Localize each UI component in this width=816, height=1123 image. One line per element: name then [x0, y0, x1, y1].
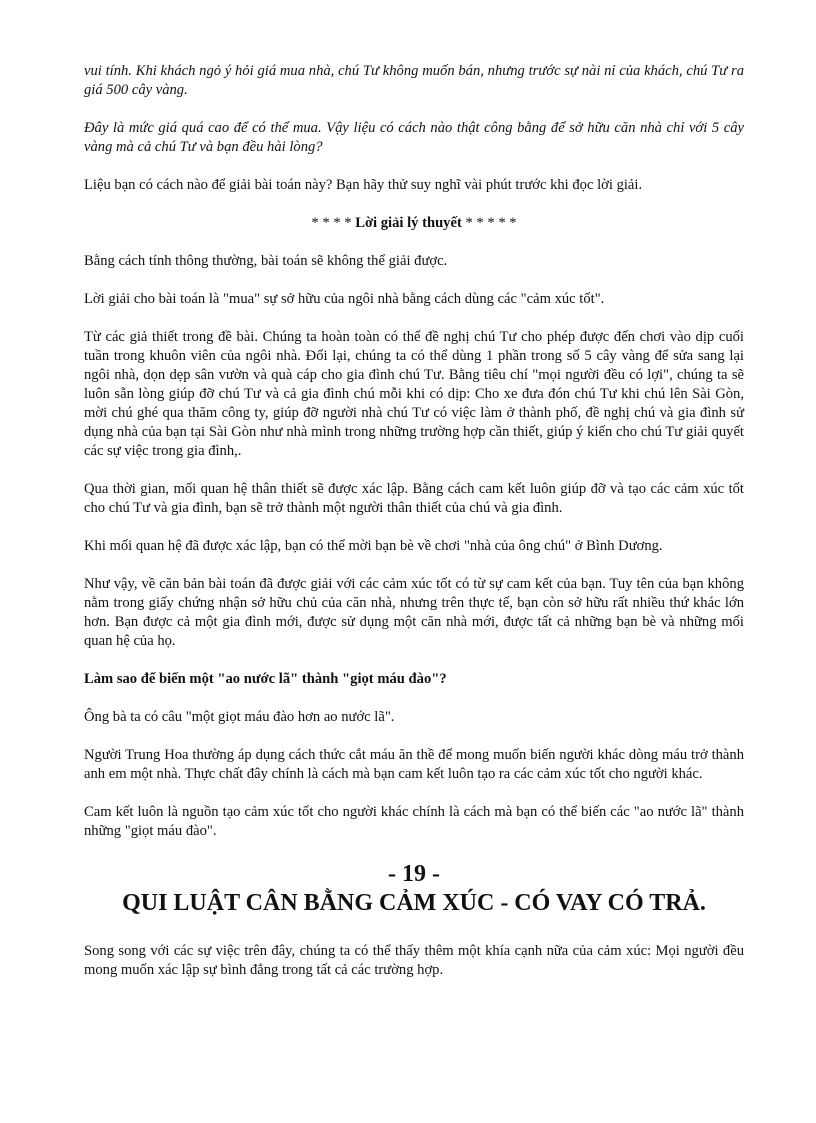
paragraph-price-question: Đây là mức giá quá cao để có thể mua. Vậy liệu có cách nào thật công bằng để sở hữu căn nhà chỉ với 5 cây vàng mà cả chú Tư và bạn đều hài lòng?: [84, 120, 744, 155]
document-page: [84, 62, 744, 999]
section-title: QUI LUẬT CÂN BẰNG CẢM XÚC - CÓ VAY CÓ TRẢ.: [122, 890, 706, 916]
paragraph-conclusion: Như vậy, về căn bản bài toán đã được giải với các cảm xúc tốt có từ sự cam kết của bạn. Tuy tên của bạn không nằm trong giấy chứng nhận sở hữu chủ của căn nhà, nhưng trên thực tế, bạn còn sở hữu rất nhiều thứ khác lớn hơn. Bạn được cả một gia đình mới, được sử dụng một căn nhà mới, được tất cả những bạn bè và những mối quan hệ của họ.: [84, 576, 744, 649]
paragraph-challenge: Liệu bạn có cách nào để giải bài toán này? Bạn hãy thử suy nghĩ vài phút trước khi đọc lời giải.: [84, 177, 643, 193]
paragraph-relationship: Qua thời gian, mối quan hệ thân thiết sẽ được xác lập. Bằng cách cam kết luôn giúp đỡ và tạo các cảm xúc tốt cho chú Tư và gia đình, bạn sẽ trở thành một người thân thiết của chú và gia đình.: [84, 481, 744, 516]
paragraph-solution-detail: Từ các giả thiết trong đề bài. Chúng ta hoàn toàn có thể đề nghị chú Tư cho phép được đến chơi vào dịp cuối tuần trong khuôn viên của ngôi nhà. Đổi lại, chúng ta có thể dùng 1 phần trong số 5 cây vàng để sửa sang lại ngôi nhà, dọn dẹp sân vườn và quà cáp cho gia đình chú Tư. Bằng tiêu chí "mọi người đều có lợi", chúng ta sẽ luôn sẵn lòng giúp đỡ chú Tư và cả gia đình chú mỗi khi có dịp: Cho xe đưa đón chú Tư khi chú lên Sài Gòn, mời chú ghé qua thăm công ty, giúp đỡ người nhà chú Tư có việc làm ở thành phố, đề nghị chú và gia đình sử dụng nhà của bạn tại Sài Gòn như nhà mình trong những trường hợp cần thiết, giúp ý kiến cho chú Tư giải quyết các sự việc trong gia đình,.: [84, 329, 744, 459]
paragraph-intro-continued: vui tính. Khi khách ngỏ ý hỏi giá mua nhà, chú Tư không muốn bán, nhưng trước sự nài nỉ của khách, chú Tư ra giá 500 cây vàng.: [84, 63, 744, 98]
solution-heading: [84, 214, 744, 233]
paragraph-invite-friends: Khi mối quan hệ đã được xác lập, bạn có thể mời bạn bè về chơi "nhà của ông chú" ở Bình Dương.: [84, 538, 663, 554]
solution-heading-prefix: * * * *: [311, 215, 352, 231]
solution-heading-suffix: * * * * *: [465, 215, 517, 231]
paragraph-section-intro: Song song với các sự việc trên đây, chúng ta có thể thấy thêm một khía cạnh nữa của cảm xúc: Mọi người đều mong muốn xác lập sự bình đẳng trong tất cả các trường hợp.: [84, 943, 744, 978]
paragraph-commitment: Cam kết luôn là nguồn tạo cảm xúc tốt cho người khác chính là cách mà bạn có thể biến các "ao nước lã" thành những "giọt máu đào".: [84, 804, 744, 839]
paragraph-proverb: Ông bà ta có câu "một giọt máu đào hơn ao nước lã".: [84, 709, 395, 725]
solution-heading-text: Lời giải lý thuyết: [355, 215, 462, 231]
bold-question-heading: Làm sao để biến một "ao nước lã" thành "giọt máu đào"?: [84, 671, 447, 687]
paragraph-blood-oath: Người Trung Hoa thường áp dụng cách thức cắt máu ăn thề để mong muốn biến người khác dòng máu trở thành anh em một nhà. Thực chất đây chính là cách mà bạn cam kết luôn tạo ra các cảm xúc tốt cho người khác.: [84, 747, 744, 782]
section-number: - 19 -: [388, 861, 440, 887]
paragraph-normal-method: Bằng cách tính thông thường, bài toán sẽ không thể giải được.: [84, 253, 448, 269]
paragraph-solution-summary: Lời giải cho bài toán là "mua" sự sở hữu của ngôi nhà bằng cách dùng các "cảm xúc tốt".: [84, 291, 605, 307]
